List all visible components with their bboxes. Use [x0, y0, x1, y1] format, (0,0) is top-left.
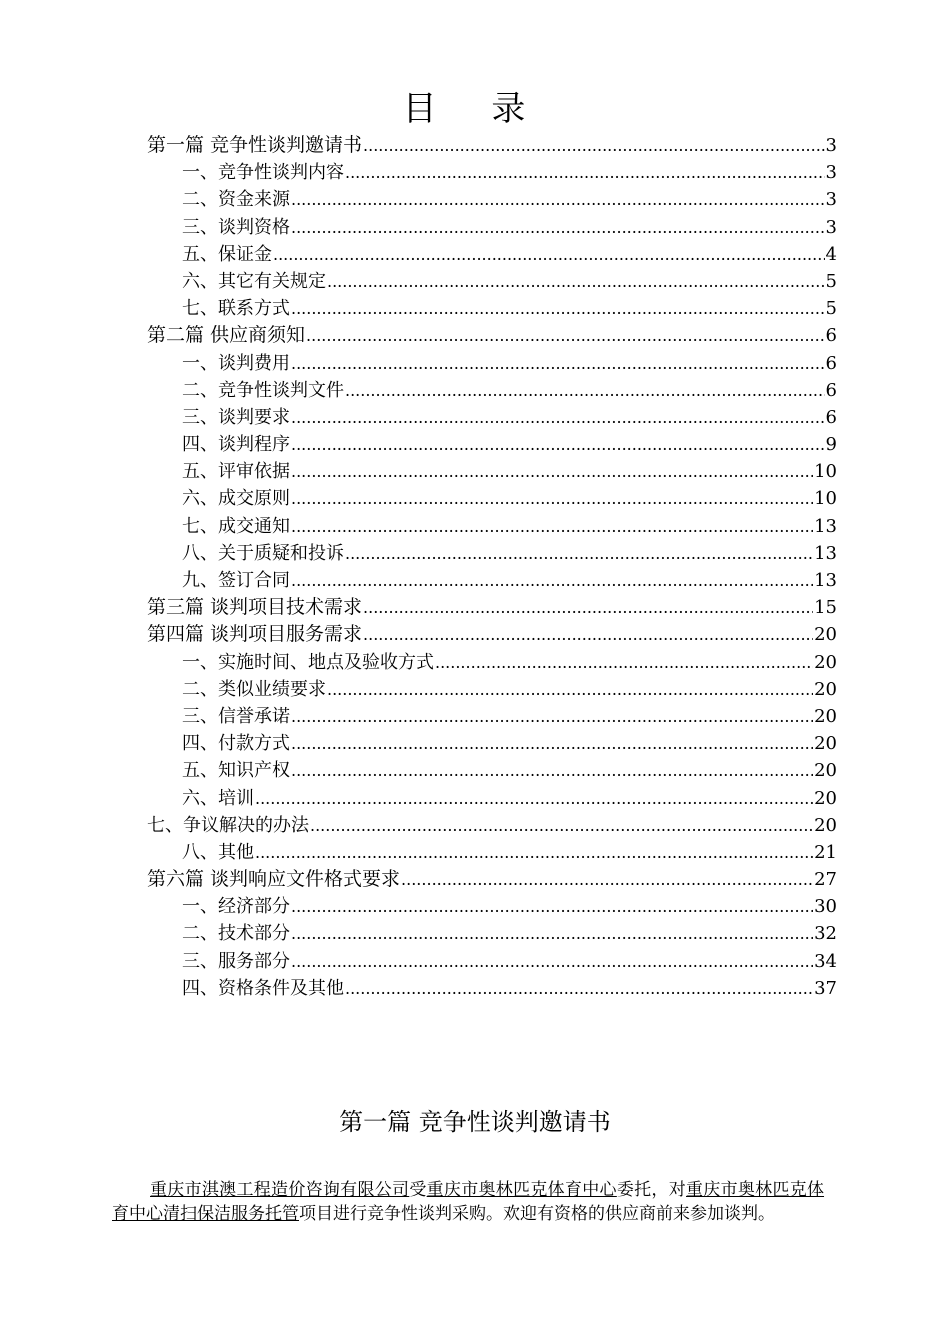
toc-entry[interactable]	[147, 975, 837, 1002]
toc-entry-label: 一、竞争性谈判内容	[182, 162, 344, 184]
toc-entry[interactable]	[147, 540, 837, 567]
toc-dot-leader	[255, 839, 813, 866]
toc-entry-label: 三、谈判要求	[182, 406, 290, 428]
toc-entry-page-number: 20	[814, 814, 837, 836]
toc-entry-page-number: 3	[825, 135, 837, 156]
toc-entry-page-number: 3	[825, 189, 837, 211]
client-name: 重庆市奥林匹克体育中心	[426, 1180, 617, 1200]
toc-entry-label: 七、争议解决的办法	[147, 814, 309, 836]
toc-entry[interactable]	[147, 404, 837, 431]
toc-dot-leader	[291, 350, 825, 377]
toc-dot-leader	[291, 893, 813, 920]
intro-paragraph	[112, 1178, 824, 1226]
intro-text-1: 受	[409, 1180, 427, 1200]
toc-title: 目 录	[402, 89, 548, 129]
toc-entry[interactable]	[147, 485, 837, 512]
toc-entry[interactable]	[147, 893, 837, 920]
toc-entry-page-number: 5	[825, 298, 837, 320]
toc-entry-label: 四、谈判程序	[182, 434, 290, 456]
toc-entry-page-number: 10	[814, 461, 837, 483]
toc-entry[interactable]	[147, 513, 837, 540]
toc-entry[interactable]	[147, 785, 837, 812]
toc-dot-leader	[291, 567, 813, 594]
toc-dot-leader	[291, 404, 825, 431]
toc-entry-label: 三、信誉承诺	[182, 705, 290, 727]
toc-entry-page-number: 20	[814, 678, 837, 700]
toc-entry-label: 四、资格条件及其他	[182, 977, 344, 999]
toc-entry-label: 九、签订合同	[182, 570, 290, 591]
toc-entry-page-number: 10	[814, 488, 837, 510]
toc-entry-page-number: 6	[825, 379, 837, 401]
toc-entry-page-number: 13	[814, 542, 837, 564]
toc-entry-label: 八、其他	[182, 841, 254, 863]
toc-entry[interactable]	[147, 268, 837, 295]
toc-entry-label: 四、付款方式	[182, 733, 290, 755]
toc-entry-page-number: 27	[814, 869, 837, 891]
toc-dot-leader	[291, 458, 813, 485]
toc-dot-leader	[435, 649, 813, 676]
toc-entry-label: 五、评审依据	[182, 461, 290, 483]
toc-entry-label: 二、技术部分	[182, 923, 290, 945]
toc-entry[interactable]	[147, 295, 837, 322]
toc-entry[interactable]	[147, 132, 837, 159]
toc-entry-label: 一、实施时间、地点及验收方式	[182, 651, 434, 673]
toc-entry-page-number: 9	[825, 434, 837, 456]
toc-entry-page-number: 37	[814, 977, 837, 999]
toc-entry[interactable]	[147, 594, 837, 621]
toc-dot-leader	[291, 703, 813, 730]
intro-text-3: 项目进行竞争性谈判采购。欢迎有资格的供应商前来参加谈判。	[299, 1204, 775, 1224]
toc-dot-leader	[291, 757, 813, 784]
toc-dot-leader	[345, 540, 813, 567]
toc-entry-label: 五、保证金	[182, 243, 272, 265]
toc-entry[interactable]	[147, 186, 837, 213]
toc-entry-label: 第一篇 竞争性谈判邀请书	[147, 134, 363, 156]
toc-entry-label: 六、成交原则	[182, 488, 290, 510]
toc-dot-leader	[345, 377, 825, 404]
toc-dot-leader	[291, 431, 825, 458]
toc-dot-leader	[291, 186, 825, 213]
toc-entry[interactable]	[147, 567, 837, 594]
toc-entry-label: 三、谈判资格	[182, 216, 290, 238]
toc-entry-page-number: 21	[814, 841, 837, 863]
toc-dot-leader	[291, 730, 813, 757]
toc-entry-page-number: 13	[814, 515, 837, 537]
toc-entry-page-number: 20	[814, 733, 837, 755]
toc-entry[interactable]	[147, 812, 837, 839]
toc-dot-leader	[327, 676, 813, 703]
toc-entry[interactable]	[147, 649, 837, 676]
toc-entry[interactable]	[147, 703, 837, 730]
toc-entry[interactable]	[147, 322, 837, 349]
section-title: 第一篇 竞争性谈判邀请书	[339, 1108, 611, 1136]
toc-dot-leader	[401, 866, 813, 893]
toc-dot-leader	[273, 241, 825, 268]
toc-entry-label: 一、谈判费用	[182, 352, 290, 374]
toc-entry-page-number: 5	[825, 270, 837, 292]
toc-entry-label: 第二篇 供应商须知	[147, 324, 306, 347]
toc-entry[interactable]	[147, 757, 837, 784]
toc-entry-label: 六、培训	[182, 787, 254, 809]
toc-entry-label: 六、其它有关规定	[182, 270, 326, 292]
toc-entry-page-number: 13	[814, 570, 837, 591]
toc-entry-label: 一、经济部分	[182, 896, 290, 918]
toc-entry[interactable]	[147, 159, 837, 186]
toc-entry[interactable]	[147, 458, 837, 485]
project-name: 重庆市奥林匹克体育中心清扫保洁服务托管	[112, 1180, 825, 1224]
toc-entry-page-number: 30	[814, 896, 837, 918]
toc-entry[interactable]	[147, 214, 837, 241]
toc-entry-label: 第六篇 谈判响应文件格式要求	[147, 868, 401, 891]
toc-entry[interactable]	[147, 431, 837, 458]
toc-entry-page-number: 20	[814, 651, 837, 673]
toc-entry-page-number: 6	[825, 352, 837, 374]
toc-entry-label: 五、知识产权	[182, 760, 290, 782]
toc-entry[interactable]	[147, 866, 837, 893]
toc-dot-leader	[363, 621, 813, 648]
toc-dot-leader	[291, 948, 813, 975]
toc-entry-label: 二、类似业绩要求	[182, 678, 326, 700]
toc-entry-page-number: 4	[825, 243, 837, 265]
toc-entry[interactable]	[147, 948, 837, 975]
intro-text-2: 委托，对	[616, 1180, 686, 1200]
toc-entry[interactable]	[147, 920, 837, 947]
toc-entry-page-number: 20	[814, 760, 837, 782]
toc-entry-label: 第四篇 谈判项目服务需求	[147, 623, 363, 646]
toc-dot-leader	[291, 295, 825, 322]
toc-dot-leader	[345, 159, 825, 186]
toc-dot-leader	[363, 132, 825, 159]
toc-entry-page-number: 20	[814, 705, 837, 727]
toc-entry-page-number: 20	[814, 787, 837, 809]
toc-entry-page-number: 3	[825, 216, 837, 238]
toc-entry[interactable]	[147, 621, 837, 648]
toc-entry[interactable]	[147, 730, 837, 757]
agent-name: 重庆市淇澳工程造价咨询有限公司	[150, 1180, 410, 1200]
toc-dot-leader	[345, 975, 813, 1002]
toc-dot-leader	[310, 812, 813, 839]
toc-entry-label: 二、竞争性谈判文件	[182, 379, 344, 401]
toc-entry[interactable]	[147, 350, 837, 377]
toc-entry-label: 三、服务部分	[182, 950, 290, 972]
toc-entry-page-number: 32	[814, 923, 837, 945]
toc-entry-page-number: 15	[814, 597, 837, 619]
toc-entry-page-number: 6	[825, 325, 837, 347]
toc-entry[interactable]	[147, 377, 837, 404]
toc-dot-leader	[327, 268, 825, 295]
toc-entry-page-number: 3	[825, 162, 837, 184]
toc-entry-label: 七、联系方式	[182, 298, 290, 320]
toc-dot-leader	[363, 594, 813, 621]
toc-entry-label: 二、资金来源	[182, 189, 290, 211]
toc-entry-page-number: 34	[814, 950, 837, 972]
toc-dot-leader	[291, 485, 813, 512]
toc-entry-label: 七、成交通知	[182, 515, 290, 537]
toc-dot-leader	[306, 322, 825, 349]
toc-dot-leader	[291, 513, 813, 540]
toc-entry[interactable]	[147, 676, 837, 703]
toc-dot-leader	[255, 785, 813, 812]
toc-entry-page-number: 20	[814, 624, 837, 646]
toc-entry-label: 八、关于质疑和投诉	[182, 542, 344, 564]
toc-entry-label: 第三篇 谈判项目技术需求	[147, 596, 363, 619]
toc-dot-leader	[291, 214, 825, 241]
toc-entry[interactable]	[147, 839, 837, 866]
table-of-contents	[147, 132, 837, 1002]
toc-entry-page-number: 6	[825, 406, 837, 428]
toc-entry[interactable]	[147, 241, 837, 268]
toc-dot-leader	[291, 920, 813, 947]
